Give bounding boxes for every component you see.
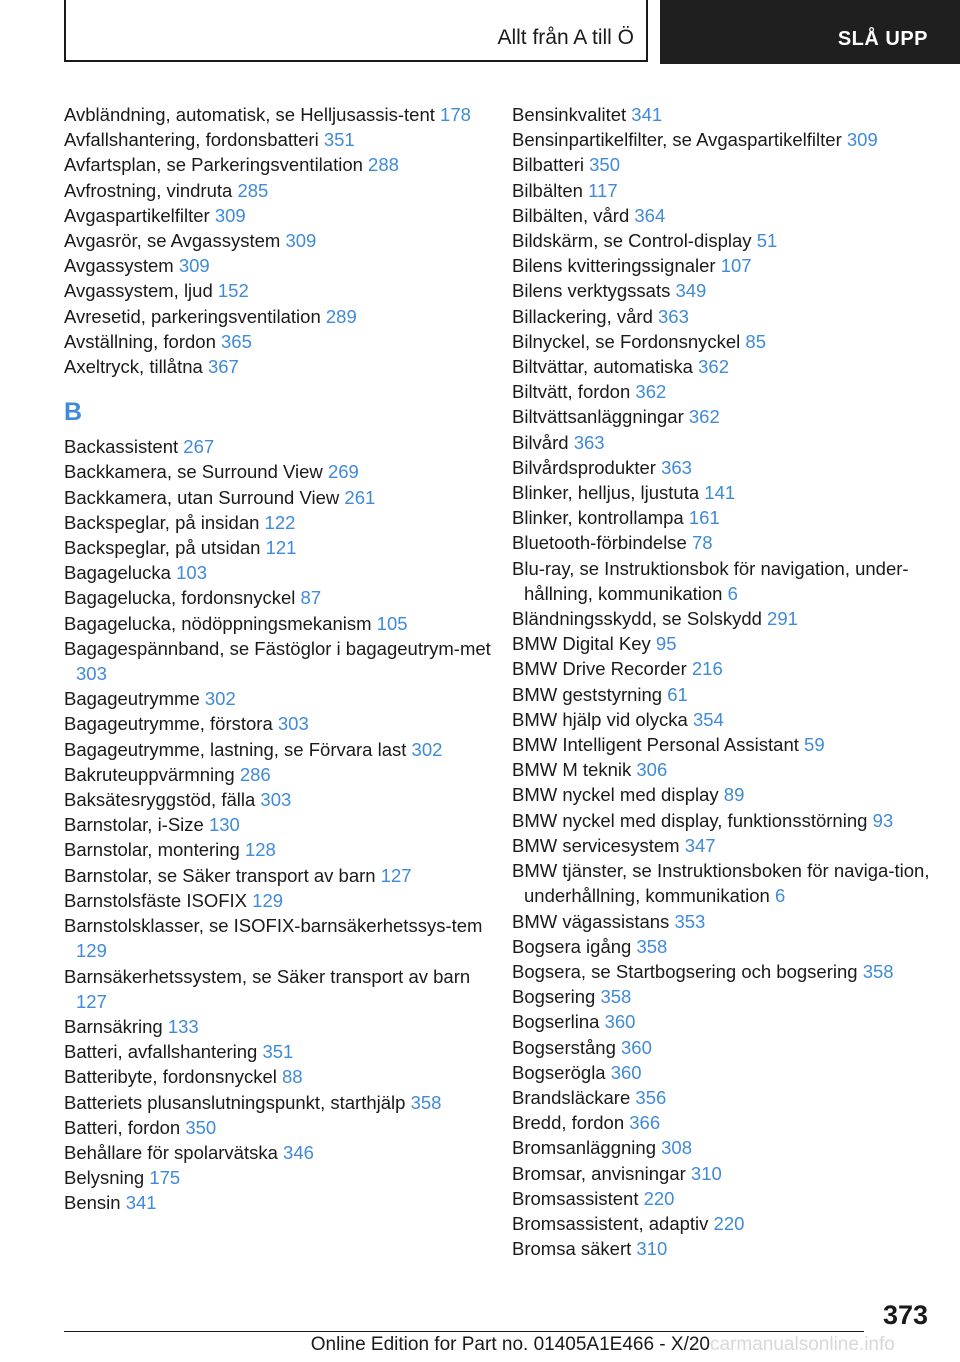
- index-entry: [512, 530, 932, 555]
- page-reference-link[interactable]: 358: [410, 1091, 442, 1113]
- index-entry: [64, 762, 504, 787]
- index-entry-text: Biltvättsanläggningar: [512, 406, 684, 428]
- page-reference-link[interactable]: 350: [589, 154, 620, 176]
- page-reference-link[interactable]: 269: [327, 461, 359, 483]
- index-entry-text: Behållare för spolarvätska: [64, 1141, 278, 1163]
- index-entry-text: Bildskärm, se Control-display: [512, 230, 752, 252]
- page-reference-link[interactable]: 309: [846, 129, 878, 151]
- index-entry-text: Batteribyte, fordonsnyckel: [64, 1066, 277, 1088]
- index-entry-text: Barnstolsfäste ISOFIX: [64, 889, 248, 911]
- page-reference-link[interactable]: 363: [573, 431, 605, 453]
- index-entry-text: Bensinkvalitet: [512, 104, 627, 125]
- index-entry: [64, 560, 504, 585]
- index-entry-text: Bromsar, anvisningar: [512, 1162, 686, 1184]
- page-reference-link[interactable]: 351: [323, 129, 355, 151]
- index-entry-text: Backassistent: [64, 436, 179, 458]
- page-reference-link[interactable]: 302: [204, 688, 236, 710]
- page-reference-link[interactable]: 310: [636, 1238, 668, 1260]
- index-entry-text: Bagagelucka: [64, 562, 171, 584]
- index-entry: [512, 1211, 932, 1236]
- page-reference-link[interactable]: 360: [604, 1011, 636, 1033]
- index-entry-text: Barnstolsklasser, se ISOFIX-barnsäkerhetssys-tem: [64, 915, 483, 937]
- index-entry: [64, 737, 504, 762]
- index-entry: [64, 1165, 504, 1190]
- page-reference-link[interactable]: 87: [300, 587, 322, 609]
- index-entry-text: BMW Intelligent Personal Assistant: [512, 734, 799, 756]
- index-entry-text: Belysning: [64, 1167, 145, 1189]
- index-entry: [64, 812, 504, 837]
- index-entry: [64, 459, 504, 484]
- index-entry-text: Backspeglar, på insidan: [64, 511, 260, 533]
- page-reference-link[interactable]: 309: [178, 255, 210, 277]
- page-reference-link[interactable]: 349: [675, 280, 707, 302]
- watermark: carmanualsonline.info: [710, 1334, 895, 1355]
- index-entry-text: BMW M teknik: [512, 759, 632, 781]
- index-entry-text: Bilbälten: [512, 179, 583, 201]
- page-reference-link[interactable]: 107: [720, 255, 752, 277]
- index-entry: [512, 1186, 932, 1211]
- page-reference-link[interactable]: 175: [149, 1167, 181, 1189]
- page-reference-link[interactable]: 363: [658, 305, 689, 327]
- page-reference-link[interactable]: 341: [631, 104, 663, 125]
- index-entry-text: Batteri, avfallshantering: [64, 1041, 258, 1063]
- index-entry-text: Bilbatteri: [512, 154, 584, 176]
- page-reference-link[interactable]: 367: [207, 356, 239, 378]
- index-entry-text: Bagageutrymme: [64, 688, 200, 710]
- page-reference-link[interactable]: 216: [691, 658, 723, 680]
- index-entry: [64, 1140, 504, 1165]
- page-reference-link[interactable]: 51: [756, 230, 778, 252]
- index-entry: [512, 1009, 932, 1034]
- index-entry: [64, 1014, 504, 1039]
- page-reference-link[interactable]: 127: [380, 864, 412, 886]
- index-entry-text: Brandsläckare: [512, 1086, 631, 1108]
- index-entry-text: Avbländning, automatisk, se Helljusassis-tent: [64, 104, 435, 125]
- index-entry-text: Biltvättar, automatiska: [512, 356, 693, 378]
- index-entry: [64, 228, 504, 253]
- index-entry: [64, 535, 504, 560]
- index-entry: [64, 203, 504, 228]
- index-entry: [512, 127, 932, 152]
- index-entry: [64, 611, 504, 636]
- page-reference-link[interactable]: 362: [635, 381, 667, 403]
- page-reference-link[interactable]: 309: [214, 204, 246, 226]
- index-entry: [512, 152, 932, 177]
- page-number: 373: [882, 1300, 928, 1330]
- index-entry: [64, 863, 504, 888]
- index-entry-text: Barnstolar, i-Size: [64, 814, 204, 836]
- page-reference-link[interactable]: 152: [217, 280, 249, 302]
- index-entry: [64, 304, 504, 329]
- index-column-left: [64, 102, 504, 1216]
- index-entry-text: Bromsa säkert: [512, 1238, 632, 1260]
- page-reference-link[interactable]: 105: [376, 612, 408, 634]
- index-entry: [64, 837, 504, 862]
- index-entry-text: Bilvårdsprodukter: [512, 456, 656, 478]
- index-entry: [512, 1060, 932, 1085]
- page-reference-link[interactable]: 347: [684, 834, 716, 856]
- index-entry-text: BMW vägassistans: [512, 910, 670, 932]
- index-entry-text: Bensinpartikelfilter, se Avgaspartikelfilter: [512, 129, 842, 151]
- index-entry: [64, 510, 504, 535]
- index-entry-text: Bredd, fordon: [512, 1112, 625, 1134]
- index-entry-text: Blu-ray, se Instruktionsbok för navigation, under-hållning, kommunikation: [512, 557, 909, 604]
- page-reference-link[interactable]: 127: [76, 990, 107, 1012]
- index-entry-text: Bogsera igång: [512, 935, 632, 957]
- index-entry: [512, 1236, 932, 1261]
- index-group-a: [64, 102, 504, 379]
- page-reference-link[interactable]: 133: [167, 1015, 199, 1037]
- index-entry: [64, 1115, 504, 1140]
- page-reference-link[interactable]: 286: [239, 763, 271, 785]
- page-reference-link[interactable]: 302: [411, 738, 443, 760]
- index-entry-text: Barnstolar, se Säker transport av barn: [64, 864, 376, 886]
- index-entry-text: BMW Digital Key: [512, 633, 651, 655]
- page-reference-link[interactable]: 267: [183, 436, 215, 458]
- index-entry-text: Barnstolar, montering: [64, 839, 240, 861]
- index-entry: [64, 1039, 504, 1064]
- page-reference-link[interactable]: 346: [283, 1141, 314, 1163]
- index-entry-text: Axeltryck, tillåtna: [64, 356, 203, 378]
- index-entry: [512, 858, 932, 908]
- page-reference-link[interactable]: 89: [723, 784, 745, 806]
- page-reference-link[interactable]: 141: [704, 482, 736, 504]
- index-entry: [512, 304, 932, 329]
- page-reference-link[interactable]: 360: [610, 1061, 642, 1083]
- index-entry-text: Avfartsplan, se Parkeringsventilation: [64, 154, 363, 176]
- index-entry-text: Avfallshantering, fordonsbatteri: [64, 129, 319, 151]
- index-entry: [512, 1085, 932, 1110]
- index-entry-text: Bromsanläggning: [512, 1137, 656, 1159]
- page-reference-link[interactable]: 360: [621, 1036, 652, 1058]
- lookup-tab-label: SLÅ UPP: [837, 28, 928, 50]
- index-entry-text: BMW tjänster, se Instruktionsboken för naviga-tion, underhållning, kommunikation: [512, 860, 930, 907]
- index-entry: [512, 455, 932, 480]
- index-entry: [512, 782, 932, 807]
- page-reference-link[interactable]: 350: [185, 1116, 217, 1138]
- page-reference-link[interactable]: 85: [745, 330, 766, 352]
- index-entry-text: Billackering, vård: [512, 305, 653, 327]
- index-entry: [64, 485, 504, 510]
- index-entry-text: Backkamera, se Surround View: [64, 461, 323, 483]
- index-entry-text: Bilbälten, vård: [512, 204, 630, 226]
- page-reference-link[interactable]: 78: [691, 532, 713, 554]
- page-reference-link[interactable]: 88: [282, 1066, 303, 1088]
- index-entry: [512, 556, 932, 606]
- index-entry-text: Batteriets plusanslutningspunkt, starthjälp: [64, 1091, 406, 1113]
- page-reference-link[interactable]: 117: [588, 179, 618, 201]
- index-entry: [512, 833, 932, 858]
- index-entry-text: Bluetooth-förbindelse: [512, 532, 687, 554]
- index-entry: [64, 278, 504, 303]
- page-reference-link[interactable]: 285: [237, 179, 269, 201]
- index-entry: [64, 354, 504, 379]
- index-entry-text: Backkamera, utan Surround View: [64, 486, 340, 508]
- index-entry: [512, 1135, 932, 1160]
- index-entry-text: Blinker, helljus, ljustuta: [512, 482, 700, 504]
- index-entry: [512, 178, 932, 203]
- index-entry: [64, 329, 504, 354]
- index-entry: [64, 686, 504, 711]
- index-entry: [64, 636, 504, 686]
- index-entry: [512, 934, 932, 959]
- index-entry: [64, 585, 504, 610]
- index-entry-text: Bländningsskydd, se Solskydd: [512, 608, 762, 630]
- index-entry-text: Bagageutrymme, förstora: [64, 713, 273, 735]
- index-entry-text: Bensin: [64, 1192, 121, 1214]
- index-entry-text: Bogserlina: [512, 1011, 600, 1033]
- index-entry: [64, 434, 504, 459]
- index-entry-text: Avgaspartikelfilter: [64, 204, 210, 226]
- index-entry-text: Barnsäkerhetssystem, se Säker transport av barn: [64, 965, 471, 987]
- header-box: [64, 0, 648, 62]
- index-letter-heading: B: [64, 398, 83, 427]
- index-group-b-continued: [512, 102, 932, 1261]
- index-entry: [512, 505, 932, 530]
- index-entry: [512, 682, 932, 707]
- index-entry-text: Bromsassistent: [512, 1187, 639, 1209]
- index-entry: [512, 707, 932, 732]
- page-reference-link[interactable]: 122: [264, 511, 296, 533]
- index-entry: [512, 757, 932, 782]
- index-entry: [512, 606, 932, 631]
- lookup-tab[interactable]: [660, 0, 960, 64]
- page-reference-link[interactable]: 308: [661, 1137, 692, 1159]
- index-entry-text: Bilnyckel, se Fordonsnyckel: [512, 330, 741, 352]
- index-entry: [512, 278, 932, 303]
- index-entry: [64, 152, 504, 177]
- page-reference-link[interactable]: 303: [260, 789, 292, 811]
- page-reference-link[interactable]: 366: [629, 1112, 661, 1134]
- index-entry: [512, 354, 932, 379]
- footer-divider: [64, 1331, 864, 1332]
- index-entry: [64, 913, 504, 963]
- page-reference-link[interactable]: 103: [176, 562, 207, 584]
- page-reference-link[interactable]: 353: [674, 910, 706, 932]
- index-entry-text: BMW servicesystem: [512, 834, 680, 856]
- index-entry: [64, 888, 504, 913]
- index-entry: [64, 964, 504, 1014]
- index-entry: [64, 1064, 504, 1089]
- index-entry: [512, 984, 932, 1009]
- page-reference-link[interactable]: 220: [713, 1212, 745, 1234]
- index-entry-text: Avgassystem: [64, 255, 174, 277]
- index-entry-text: Avresetid, parkeringsventilation: [64, 305, 321, 327]
- index-entry-text: Bogserögla: [512, 1061, 606, 1083]
- index-entry-text: Bogsering: [512, 986, 596, 1008]
- page-reference-link[interactable]: 309: [285, 230, 317, 252]
- page-reference-link[interactable]: 310: [690, 1162, 722, 1184]
- index-entry: [512, 253, 932, 278]
- edition-note: Online Edition for Part no. 01405A1E466 - X/20: [310, 1334, 710, 1355]
- index-entry: [512, 631, 932, 656]
- index-entry: [64, 253, 504, 278]
- index-entry: [512, 404, 932, 429]
- page-reference-link[interactable]: 6: [774, 885, 786, 907]
- index-entry: [512, 379, 932, 404]
- index-entry: [64, 711, 504, 736]
- page-reference-link[interactable]: 291: [767, 608, 798, 630]
- page-reference-link[interactable]: 289: [325, 305, 357, 327]
- page-reference-link[interactable]: 303: [76, 663, 107, 685]
- index-column-right: [512, 102, 932, 1261]
- index-entry-text: Avfrostning, vindruta: [64, 179, 233, 201]
- index-entry: [512, 1161, 932, 1186]
- page-reference-link[interactable]: 129: [76, 940, 107, 962]
- index-entry-text: Avställning, fordon: [64, 330, 216, 352]
- index-entry-text: Baksätesryggstöd, fälla: [64, 789, 256, 811]
- index-entry-text: Bakruteuppvärmning: [64, 763, 235, 785]
- index-entry: [64, 127, 504, 152]
- page-reference-link[interactable]: 261: [344, 486, 376, 508]
- index-entry: [512, 430, 932, 455]
- page-reference-link[interactable]: 362: [688, 406, 720, 428]
- index-entry: [64, 1090, 504, 1115]
- page-reference-link[interactable]: 358: [862, 960, 894, 982]
- index-entry: [512, 808, 932, 833]
- page-reference-link[interactable]: 93: [872, 809, 894, 831]
- index-entry-text: Bilens kvitteringssignaler: [512, 255, 716, 277]
- index-entry: [512, 959, 932, 984]
- page-reference-link[interactable]: 161: [688, 507, 720, 529]
- index-entry-text: BMW geststyrning: [512, 683, 663, 705]
- index-entry-text: BMW nyckel med display: [512, 784, 719, 806]
- index-entry: [512, 732, 932, 757]
- index-entry: [512, 656, 932, 681]
- index-entry-text: Backspeglar, på utsidan: [64, 537, 261, 559]
- index-entry: [512, 1110, 932, 1135]
- index-group-b: [64, 434, 504, 1215]
- index-entry-text: Bilvård: [512, 431, 569, 453]
- page-reference-link[interactable]: 95: [655, 633, 677, 655]
- page-reference-link[interactable]: 220: [643, 1187, 675, 1209]
- page-reference-link[interactable]: 363: [661, 456, 692, 478]
- page-reference-link[interactable]: 129: [252, 889, 284, 911]
- index-entry: [512, 203, 932, 228]
- index-entry-text: Barnsäkring: [64, 1015, 163, 1037]
- page-reference-link[interactable]: 358: [600, 986, 632, 1008]
- page-reference-link[interactable]: 356: [635, 1086, 667, 1108]
- page-reference-link[interactable]: 365: [221, 330, 252, 352]
- index-entry-text: Batteri, fordon: [64, 1116, 181, 1138]
- index-entry-text: BMW hjälp vid olycka: [512, 708, 688, 730]
- index-entry: [512, 909, 932, 934]
- page-reference-link[interactable]: 354: [692, 708, 724, 730]
- page-reference-link[interactable]: 351: [262, 1041, 294, 1063]
- page-reference-link[interactable]: 178: [440, 104, 471, 125]
- page-reference-link[interactable]: 59: [804, 734, 825, 756]
- section-title: Allt från A till Ö: [497, 26, 634, 49]
- index-entry-text: Avgasrör, se Avgassystem: [64, 230, 281, 252]
- index-entry: [64, 787, 504, 812]
- page-reference-link[interactable]: 364: [634, 204, 666, 226]
- index-entry-text: Biltvätt, fordon: [512, 381, 631, 403]
- index-entry: [64, 102, 504, 127]
- index-entry-text: Avgassystem, ljud: [64, 280, 213, 302]
- page-reference-link[interactable]: 6: [727, 582, 738, 604]
- page-reference-link[interactable]: 121: [265, 537, 297, 559]
- index-entry: [512, 1035, 932, 1060]
- index-entry: [64, 178, 504, 203]
- page-reference-link[interactable]: 61: [667, 683, 688, 705]
- index-entry: [64, 1190, 504, 1215]
- index-entry: [512, 480, 932, 505]
- page-reference-link[interactable]: 303: [277, 713, 309, 735]
- index-entry-text: Blinker, kontrollampa: [512, 507, 684, 529]
- index-entry-text: Bilens verktygssats: [512, 280, 671, 302]
- index-entry-text: Bagagelucka, fordonsnyckel: [64, 587, 296, 609]
- page-reference-link[interactable]: 362: [698, 356, 729, 378]
- index-entry-text: Bogsera, se Startbogsering och bogsering: [512, 960, 858, 982]
- index-entry: [512, 102, 932, 127]
- index-entry: [512, 329, 932, 354]
- index-entry-text: Bagagelucka, nödöppningsmekanism: [64, 612, 372, 634]
- page-reference-link[interactable]: 358: [636, 935, 668, 957]
- page-reference-link[interactable]: 128: [244, 839, 276, 861]
- page-reference-link[interactable]: 130: [208, 814, 240, 836]
- index-entry-text: Bromsassistent, adaptiv: [512, 1212, 709, 1234]
- page-reference-link[interactable]: 341: [125, 1192, 157, 1214]
- index-entry: [512, 228, 932, 253]
- index-entry-text: Bogserstång: [512, 1036, 616, 1058]
- page-reference-link[interactable]: 288: [368, 154, 399, 176]
- index-entry-text: BMW Drive Recorder: [512, 658, 687, 680]
- index-entry-text: BMW nyckel med display, funktionsstörning: [512, 809, 868, 831]
- page-reference-link[interactable]: 306: [636, 759, 668, 781]
- index-entry-text: Bagagespännband, se Fästöglor i bagageutrym-met: [64, 637, 491, 659]
- index-entry-text: Bagageutrymme, lastning, se Förvara last: [64, 738, 407, 760]
